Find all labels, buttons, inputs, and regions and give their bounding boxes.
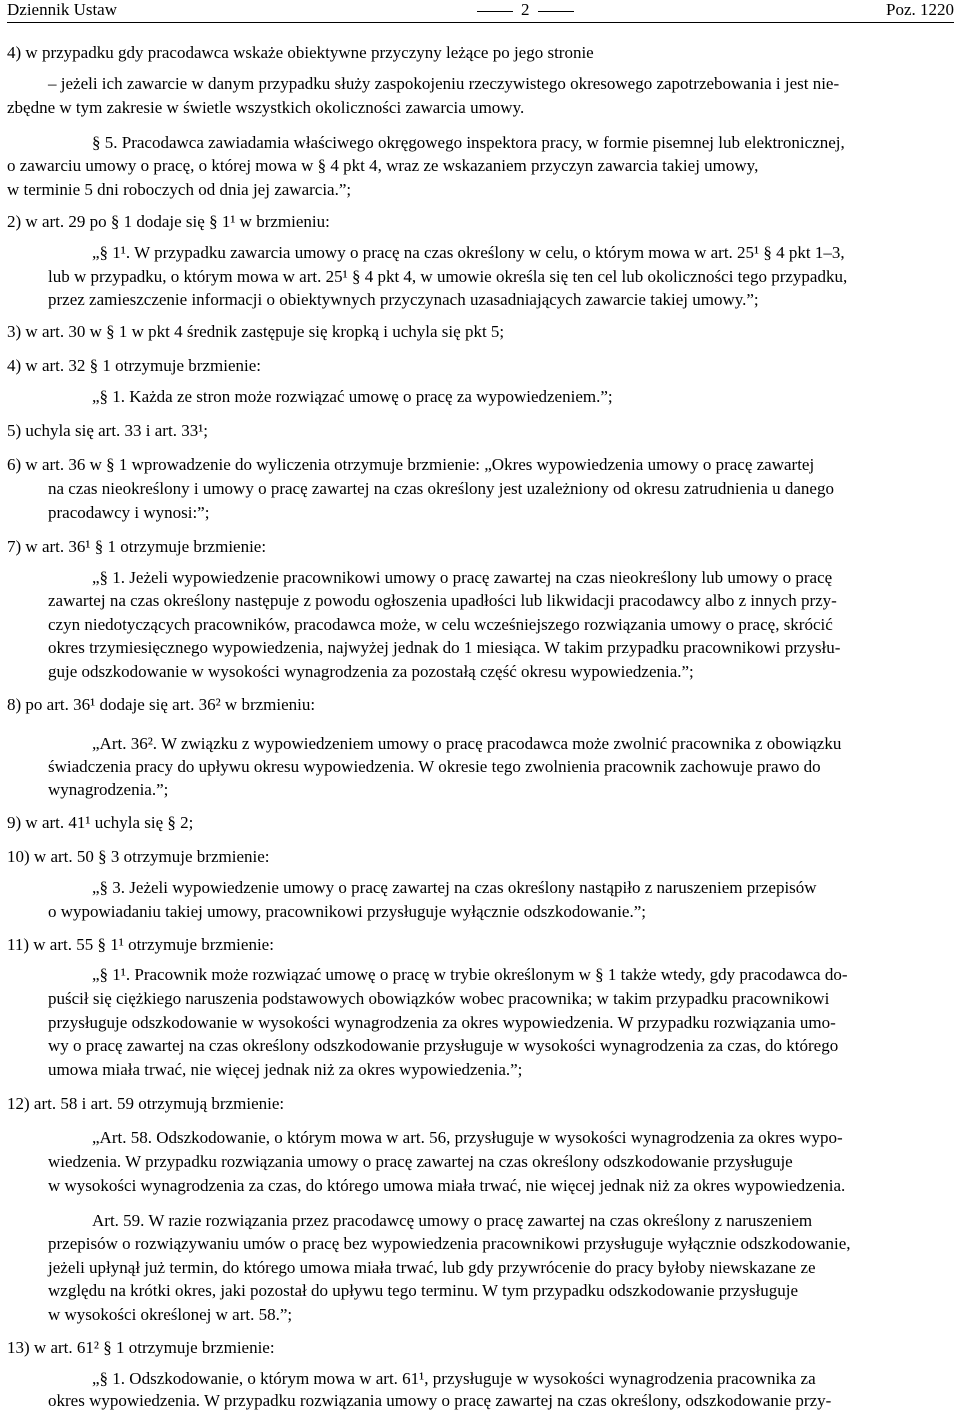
text-line: 7) w art. 36¹ § 1 otrzymuje brzmienie: [7, 537, 267, 556]
text-line: Art. 59. W razie rozwiązania przez pracodawcę umowy o pracę zawartej na czas określony z naruszeniem [92, 1211, 813, 1230]
text-line: wynagrodzenia.”; [48, 780, 169, 799]
text-line: w wysokości wynagrodzenia za czas, do którego umowa miała trwać, nie więcej jednak niż za okres wypowiedzenia. [48, 1176, 846, 1195]
text-line: 9) w art. 41¹ uchyla się § 2; [7, 813, 194, 832]
text-line: w terminie 5 dni roboczych od dnia jej zawarcia.”; [7, 180, 352, 199]
text-line: 10) w art. 50 § 3 otrzymuje brzmienie: [7, 847, 270, 866]
text-line: 4) w art. 32 § 1 otrzymuje brzmienie: [7, 356, 261, 375]
text-line: wiedzenia. W przypadku rozwiązania umowy o pracę zawartej na czas określony odszkodowanie przysługuje [48, 1152, 793, 1171]
text-line: 3) w art. 30 w § 1 w pkt 4 średnik zastępuje się kropką i uchyla się pkt 5; [7, 322, 505, 341]
text-line: przepisów o rozwiązywaniu umów o pracę bez wypowiedzenia pracownikowi przysługuje wyłącznie odszkodowanie, [48, 1234, 851, 1253]
text-line: zbędne w tym zakresie w świetle wszystkich okoliczności zawarcia umowy. [7, 98, 525, 117]
text-line: przez zamieszczenie informacji o obiektywnych przyczynach uzasadniających zawarcie takiej umowy.”; [48, 290, 759, 309]
text-line: 13) w art. 61² § 1 otrzymuje brzmienie: [7, 1338, 275, 1357]
text-line: o wypowiadaniu takiej umowy, pracownikowi przysługuje wyłącznie odszkodowanie.”; [48, 902, 646, 921]
text-line: 11) w art. 55 § 1¹ otrzymuje brzmienie: [7, 935, 274, 954]
text-line: 5) uchyla się art. 33 i art. 33¹; [7, 421, 209, 440]
text-line: 8) po art. 36¹ dodaje się art. 36² w brzmieniu: [7, 695, 316, 714]
text-line: lub w przypadku, o którym mowa w art. 25¹ § 4 pkt 4, w umowie określa się ten cel lub okoliczności tego przypadku, [48, 267, 848, 286]
text-line: jeżeli upłynął już termin, do którego umowa miała trwać, lub gdy przywrócenie do pracy byłoby niewskazane ze [48, 1258, 816, 1277]
text-line: „Art. 36². W związku z wypowiedzeniem umowy o pracę pracodawca może zwolnić pracownika z obowiązku [92, 734, 842, 753]
text-line: okres wypowiedzenia. W przypadku rozwiązania umowy o pracę zawartej na czas określony, odszkodowanie przy- [48, 1391, 832, 1410]
text-line: 4) w przypadku gdy pracodawca wskaże obiektywne przyczyny leżące po jego stronie [7, 43, 594, 62]
text-line: guje odszkodowanie w wysokości wynagrodzenia za pozostałą część okresu wypowiedzenia.”; [48, 662, 694, 681]
text-line: świadczenia pracy do upływu okresu wypowiedzenia. W okresie tego zwolnienia pracownik zachowuje prawo do [48, 757, 821, 776]
text-line: § 5. Pracodawca zawiadamia właściwego okręgowego inspektora pracy, w formie pisemnej lub elektronicznej, [92, 133, 845, 152]
text-line: na czas nieokreślony i umowy o pracę zawartej na czas określony jest uzależniony od okresu zatrudnienia u danego [48, 479, 834, 498]
position-number: Poz. 1220 [886, 0, 954, 19]
journal-name: Dziennik Ustaw [7, 0, 118, 19]
text-line: okres trzymiesięcznego wypowiedzenia, najwyżej jednak do 1 miesiąca. W takim przypadku pracownikowi przysłu- [48, 638, 841, 657]
text-line: umowa miała trwać, nie więcej jednak niż za okres wypowiedzenia.”; [48, 1060, 523, 1079]
text-line: w wysokości określonej w art. 58.”; [48, 1305, 293, 1324]
text-line: „§ 1. Odszkodowanie, o którym mowa w art. 61¹, przysługuje w wysokości wynagrodzenia pracownika za [92, 1369, 816, 1388]
text-line: czyn niedotyczących pracowników, pracodawca może, w celu wcześniejszego rozwiązania umowy o pracę, skrócić [48, 615, 833, 634]
text-line: „Art. 58. Odszkodowanie, o którym mowa w art. 56, przysługuje w wysokości wynagrodzenia za okres wypo- [92, 1128, 843, 1147]
text-line: „§ 1. Każda ze stron może rozwiązać umowę o pracę za wypowiedzeniem.”; [92, 387, 613, 406]
text-line: względu na krótki okres, jaki pozostał do upływu tego terminu. W tym przypadku odszkodowanie przysługuje [48, 1281, 799, 1300]
text-line: „§ 1¹. Pracownik może rozwiązać umowę o pracę w trybie określonym w § 1 także wtedy, gdy pracodawca do- [92, 965, 848, 984]
text-line: pracodawcy i wynosi:”; [48, 503, 210, 522]
text-line: o zawarciu umowy o pracę, o której mowa w § 4 pkt 4, wraz ze wskazaniem przyczyn zawarcia takiej umowy, [7, 156, 759, 175]
text-line: „§ 1¹. W przypadku zawarcia umowy o pracę na czas określony w celu, o którym mowa w art. 25¹ § 4 pkt 1–3, [92, 243, 845, 262]
text-line: 2) w art. 29 po § 1 dodaje się § 1¹ w brzmieniu: [7, 212, 330, 231]
page-number-text: 2 [521, 0, 530, 19]
text-line: zawartej na czas określony następuje z powodu ogłoszenia upadłości lub likwidacji pracodawcy albo z innych przy- [48, 591, 837, 610]
text-line: wy o pracę zawartej na czas określony odszkodowanie przysługuje w wysokości wynagrodzenia za czas, do którego [48, 1036, 839, 1055]
text-line: „§ 1. Jeżeli wypowiedzenie pracownikowi umowy o pracę zawartej na czas nieokreślony lub umowy o pracę [92, 568, 833, 587]
text-line: 6) w art. 36 w § 1 wprowadzenie do wyliczenia otrzymuje brzmienie: „Okres wypowiedzenia umowy o pracę zawartej [7, 455, 815, 474]
text-line: – jeżeli ich zawarcie w danym przypadku służy zaspokojeniu rzeczywistego okresowego zapotrzebowania i jest nie- [48, 74, 840, 93]
text-line: przysługuje odszkodowanie w wysokości wynagrodzenia za okres wypowiedzenia. W przypadku rozwiązania umo- [48, 1013, 836, 1032]
text-line: „§ 3. Jeżeli wypowiedzenie umowy o pracę zawartej na czas określony nastąpiło z naruszeniem przepisów [92, 878, 817, 897]
text-line: puścił się ciężkiego naruszenia podstawowych obowiązków wobec pracownika; w takim przypadku pracownikowi [48, 989, 830, 1008]
text-line: 12) art. 58 i art. 59 otrzymują brzmienie: [7, 1094, 285, 1113]
